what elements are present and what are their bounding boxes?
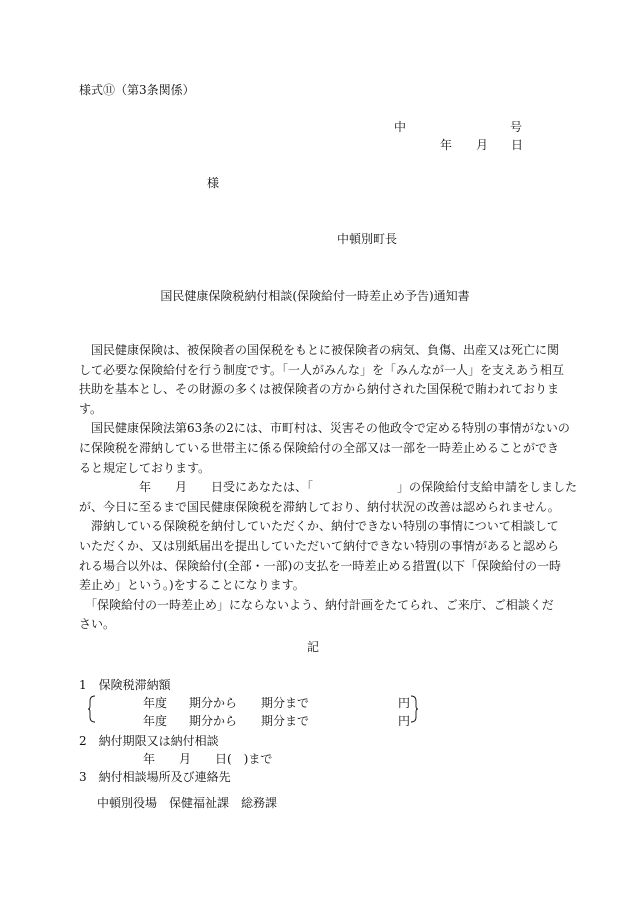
addressee-suffix: 様 [207,176,220,190]
body-line: 国民健康保険は、被保険者の国保税をもとに被保険者の病気、負傷、出産又は死亡に関 [79,343,560,357]
form-label: 様式⑪（第3条関係） [79,83,195,97]
document-number-prefix: 中 [394,120,407,134]
date-month-label: 月 [476,138,489,152]
body-line: れる場合以外は、保険給付(全部・一部)の支払を一時差止める措置(以下「保険給付の一時 [79,558,562,573]
item-2-heading: 2 納付期限又は納付相談 [79,734,219,748]
document-title: 国民健康保険税納付相談(保険給付一時差止め予告)通知書 [160,289,470,303]
body-line: 国民健康保険法第63条の2には、市町村は、災害その他政令で定める特別の事情がないの [79,421,570,436]
amount-to: 期分まで [261,714,310,728]
item-1-heading: 1 保険税滞納額 [79,678,171,692]
body-text [79,341,578,635]
ki-marker: 記 [307,640,320,654]
date-year-label: 年 [440,138,453,152]
amount-to: 期分まで [261,696,310,710]
date-day-label: 日 [511,138,524,152]
body-line: いただくか、又は別紙届出を提出していただいて納付できない特別の事情があると認めら [79,538,560,553]
amount-year: 年度 [143,696,168,710]
amount-row [0,694,630,712]
amount-from: 期分から [189,714,238,728]
body-line: して必要な保険給付を行う制度です。「一人がみんな」を「みんなが一人」を支えあう相互 [79,362,565,377]
document-number-suffix: 号 [510,120,523,134]
body-line: 差止め」という。)をすることになります。 [79,578,305,593]
body-line: さい。 [79,617,116,632]
body-line: 滞納している保険税を納付していただくか、納付できない特別の事情について相談して [79,519,559,534]
contact-line: 中頓別役場 保健福祉課 総務課 [97,796,278,810]
body-line: 扶助を基本とし、その財源の多くは被保険者の方から納付された国保税で賄われておりま [79,382,560,397]
amount-year: 年度 [143,714,168,728]
body-line: に保険税を滞納している世帯主に係る保険給付の全部又は一部を一時差止めることができ [79,440,560,455]
sender-name: 中頓別町長 [337,232,398,246]
body-line: ると規定しております。 [79,460,211,475]
body-line: 「保険給付の一時差止め」にならないよう、納付計画をたてられ、ご来庁、ご相談くだ [79,597,554,612]
amount-yen: 円 [398,714,411,728]
amount-from: 期分から [189,696,238,710]
amount-yen: 円 [398,696,411,710]
body-line: が、今日に至るまで国民健康保険税を滞納しており、納付状況の改善は認められません。 [79,499,560,514]
body-line: 年 月 日受にあなたは、「 」の保険給付支給申請をしました [79,480,578,495]
amount-row [0,712,630,730]
item-3-heading: 3 納付相談場所及び連絡先 [79,770,231,784]
deadline-line: 年 月 日( )まで [143,752,273,766]
body-line: す。 [79,401,103,416]
